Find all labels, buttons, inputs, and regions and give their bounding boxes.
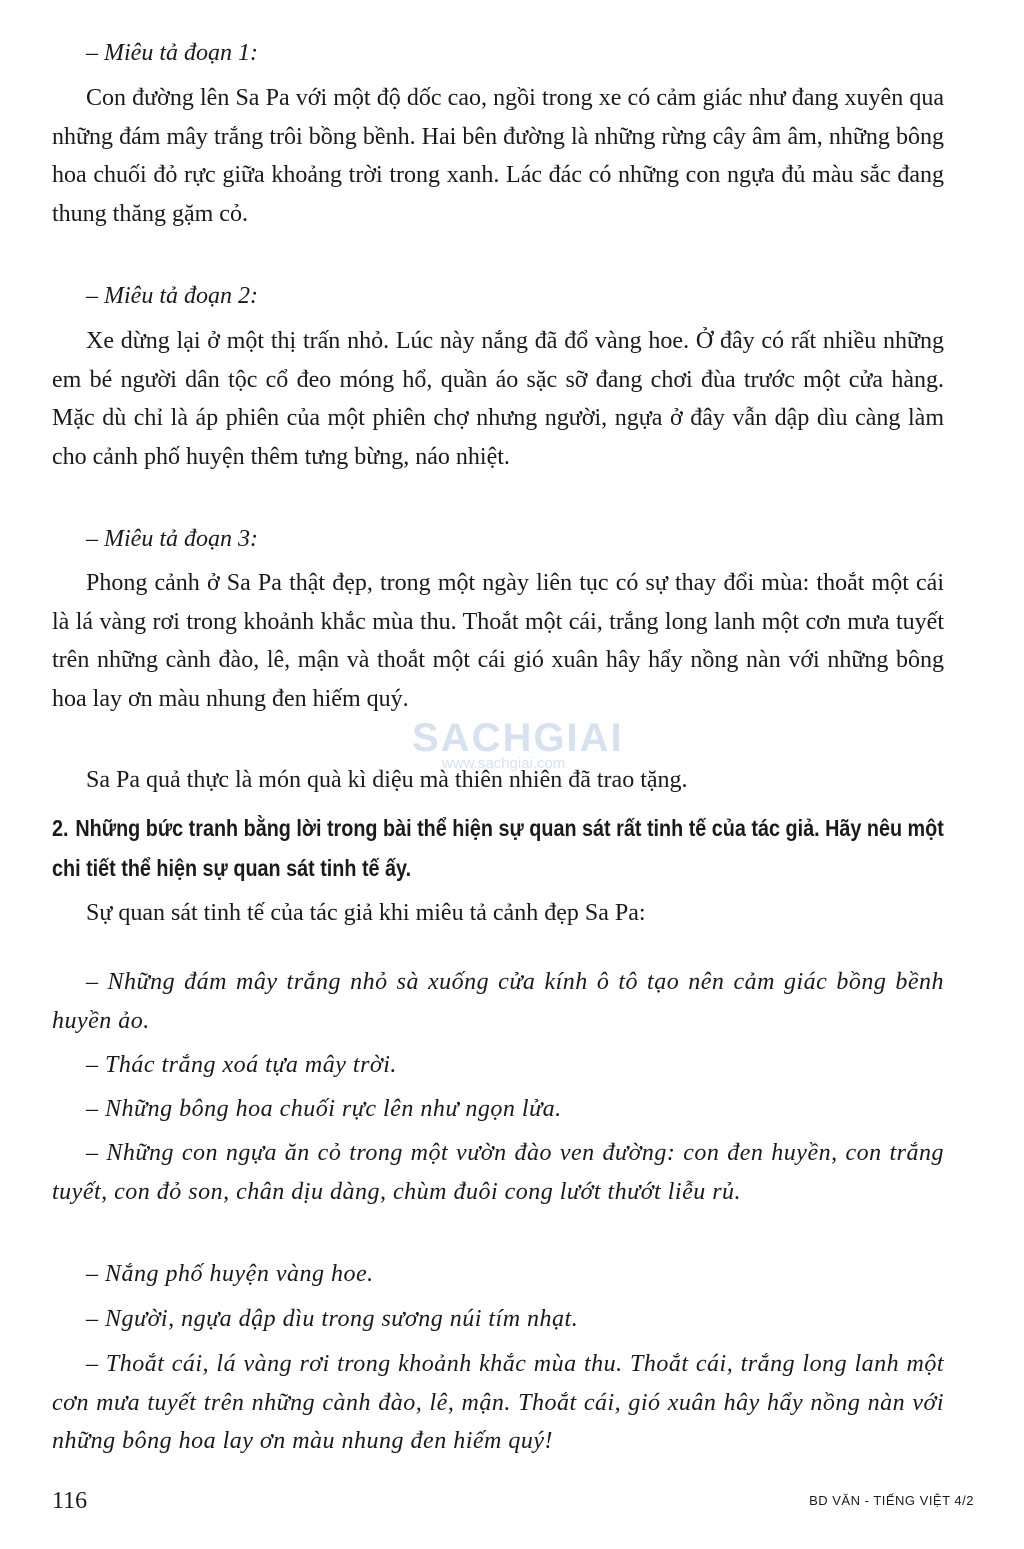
detail-item: – Thác trắng xoá tựa mây trời. (86, 1052, 397, 1078)
question-number: 2. (52, 815, 69, 841)
detail-item: – Những đám mây trắng nhỏ sà xuống cửa kính ô tô tạo nên cảm giác bồng bềnh huyền ảo. (52, 969, 944, 1034)
section1-label: – Miêu tả đoạn 1: (86, 40, 258, 66)
detail-item: – Những bông hoa chuối rực lên như ngọn lửa. (86, 1096, 562, 1122)
detail-item: – Người, ngựa dập dìu trong sương núi tím nhạt. (86, 1306, 579, 1332)
answer-intro: Sự quan sát tinh tế của tác giả khi miêu tả cảnh đẹp Sa Pa: (86, 900, 646, 926)
detail-item: – Những con ngựa ăn cỏ trong một vườn đào ven đường: con đen huyền, con trắng tuyết, con đỏ son, chân dịu dàng, chùm đuôi cong lướt thướt liễu rủ. (52, 1140, 944, 1205)
section3-label: – Miêu tả đoạn 3: (86, 526, 258, 552)
question-2 (52, 808, 944, 888)
book-title: BD VĂN - TIẾNG VIỆT 4/2 (809, 1493, 974, 1508)
section2-label: – Miêu tả đoạn 2: (86, 283, 258, 309)
watermark-title: SACHGIAI (412, 716, 624, 760)
detail-item: – Thoắt cái, lá vàng rơi trong khoảnh khắc mùa thu. Thoắt cái, trắng long lanh một cơn mưa tuyết trên những cành đào, lê, mận. Thoắt cái, gió xuân hây hẩy nồng nàn với những bông hoa lay ơn màu nhung đen hiếm quý! (52, 1351, 944, 1455)
detail-item: – Nắng phố huyện vàng hoe. (86, 1261, 374, 1287)
section1-text: Con đường lên Sa Pa với một độ dốc cao, ngồi trong xe có cảm giác như đang xuyên qua những đám mây trắng trôi bồng bềnh. Hai bên đường là những rừng cây âm âm, những bông hoa chuối đỏ rực giữa khoảng trời trong xanh. Lác đác có những con ngựa đủ màu sắc đang thung thăng gặm cỏ. (52, 85, 944, 227)
page-number: 116 (52, 1488, 88, 1514)
watermark-url: www.sachgiai.com (442, 755, 566, 772)
question-text: Những bức tranh bằng lời trong bài thể hiện sự quan sát rất tinh tế của tác giả. Hãy nêu một chi tiết thể hiện sự quan sát tinh tế ấy. (52, 815, 944, 881)
section2-text: Xe dừng lại ở một thị trấn nhỏ. Lúc này nắng đã đổ vàng hoe. Ở đây có rất nhiều những em bé người dân tộc cổ đeo móng hổ, quần áo sặc sỡ đang chơi đùa trước một cửa hàng. Mặc dù chỉ là áp phiên của một phiên chợ nhưng người, ngựa ở đây vẫn dập dìu càng làm cho cảnh phố huyện thêm tưng bừng, náo nhiệt. (52, 328, 944, 470)
section3-text: Phong cảnh ở Sa Pa thật đẹp, trong một ngày liên tục có sự thay đổi mùa: thoắt một cái là lá vàng rơi trong khoảnh khắc mùa thu. Thoắt một cái, trắng long lanh một cơn mưa tuyết trên những cành đào, lê, mận và thoắt một cái gió xuân hây hẩy nồng nàn với những bông hoa lay ơn màu nhung đen hiếm quý. (52, 570, 944, 712)
conclusion-text: Sa Pa quả thực là món quà kì diệu mà thiên nhiên đã trao tặng. (86, 767, 688, 793)
